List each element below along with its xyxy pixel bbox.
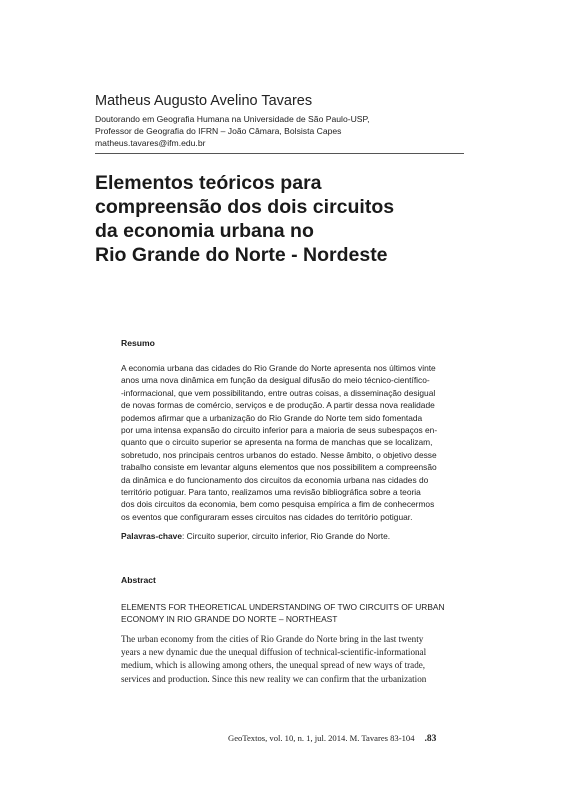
title-line: Rio Grande do Norte - Nordeste (95, 244, 388, 266)
resumo-line: por uma intensa expansão do circuito inferior para a maioria de seus subespaços en- (121, 425, 438, 436)
resumo-line: os eventos que configuraram esses circuitos nas cidades do território potiguar. (121, 511, 413, 522)
abstract-heading: Abstract (121, 575, 156, 585)
author-email: matheus.tavares@ifm.edu.br (95, 138, 206, 148)
title-line: Elementos teóricos para (95, 172, 322, 194)
resumo-line: dos dois circuitos da economia, bem como pesquisa empírica a fim de conhecermos (121, 499, 435, 510)
affiliation-line: Professor de Geografia do IFRN – João Câmara, Bolsista Capes (95, 126, 342, 136)
resumo-body (121, 362, 443, 523)
abstract-line: The urban economy from the cities of Rio Grande do Norte bring in the last twenty (121, 634, 424, 644)
author-affiliation (95, 113, 475, 149)
abstract-line: medium, which is allowing among others, the unequal spread of new ways of trade, (121, 660, 426, 671)
abstract-line: services and production. Since this new reality we can confirm that the urbanization (121, 673, 427, 684)
title-line: compreensão dos dois circuitos (95, 196, 395, 218)
author-name: Matheus Augusto Avelino Tavares (95, 93, 313, 109)
resumo-line: anos uma nova dinâmica em função da desigual difusão do meio técnico-científico- (121, 375, 430, 386)
article-title (95, 171, 475, 267)
resumo-line: podemos afirmar que a urbanização do Rio Grande do Norte tem sido fomentada (121, 412, 423, 423)
page-number: .83 (424, 734, 437, 744)
resumo-line: sobretudo, nos principais centros urbanos do estado. Nesse âmbito, o objetivo desse (121, 449, 437, 460)
resumo-line: A economia urbana das cidades do Rio Grande do Norte apresenta nos últimos vinte (121, 363, 436, 373)
keywords (121, 531, 451, 541)
keywords-list: : Circuito superior, circuito inferior, Rio Grande do Norte. (182, 531, 391, 541)
affiliation-line: Doutorando em Geografia Humana na Universidade de São Paulo-USP, (95, 114, 370, 124)
resumo-line: da dinâmica e do funcionamento dos circuitos da economia urbana nas cidades do (121, 474, 429, 485)
abstract-title (121, 601, 451, 626)
resumo-line: de novas formas de comércio, serviços e de produção. A partir dessa nova realidade (121, 400, 435, 411)
abstract-title-line: ECONOMY IN RIO GRANDE DO NORTE – NORTHEAST (121, 614, 338, 625)
keywords-label: Palavras-chave (121, 531, 182, 541)
resumo-heading: Resumo (121, 338, 155, 348)
resumo-line: território potiguar. Para tanto, realizamos uma revisão bibliográfica sobre a teoria (121, 487, 421, 498)
resumo-line: trabalho consiste em levantar alguns elementos que nos possibilitem a compreensão (121, 462, 437, 473)
title-line: da economia urbana no (95, 220, 314, 242)
page-footer (228, 733, 436, 744)
resumo-line: quanto que o circuito superior se apresenta na forma de manchas que se localizam, (121, 437, 433, 448)
resumo-line: -informacional, que vem possibilitando, entre outras coisas, a disseminação desigual (121, 387, 436, 398)
journal-citation: GeoTextos, vol. 10, n. 1, jul. 2014. M. Tavares 83-104 (228, 733, 415, 743)
abstract-title-line: ELEMENTS FOR THEORETICAL UNDERSTANDING OF TWO CIRCUITS OF URBAN (121, 602, 445, 612)
header-divider (95, 153, 464, 154)
abstract-body (121, 633, 451, 686)
abstract-line: years a new dynamic due the unequal diffusion of technical-scientific-informational (121, 647, 427, 658)
